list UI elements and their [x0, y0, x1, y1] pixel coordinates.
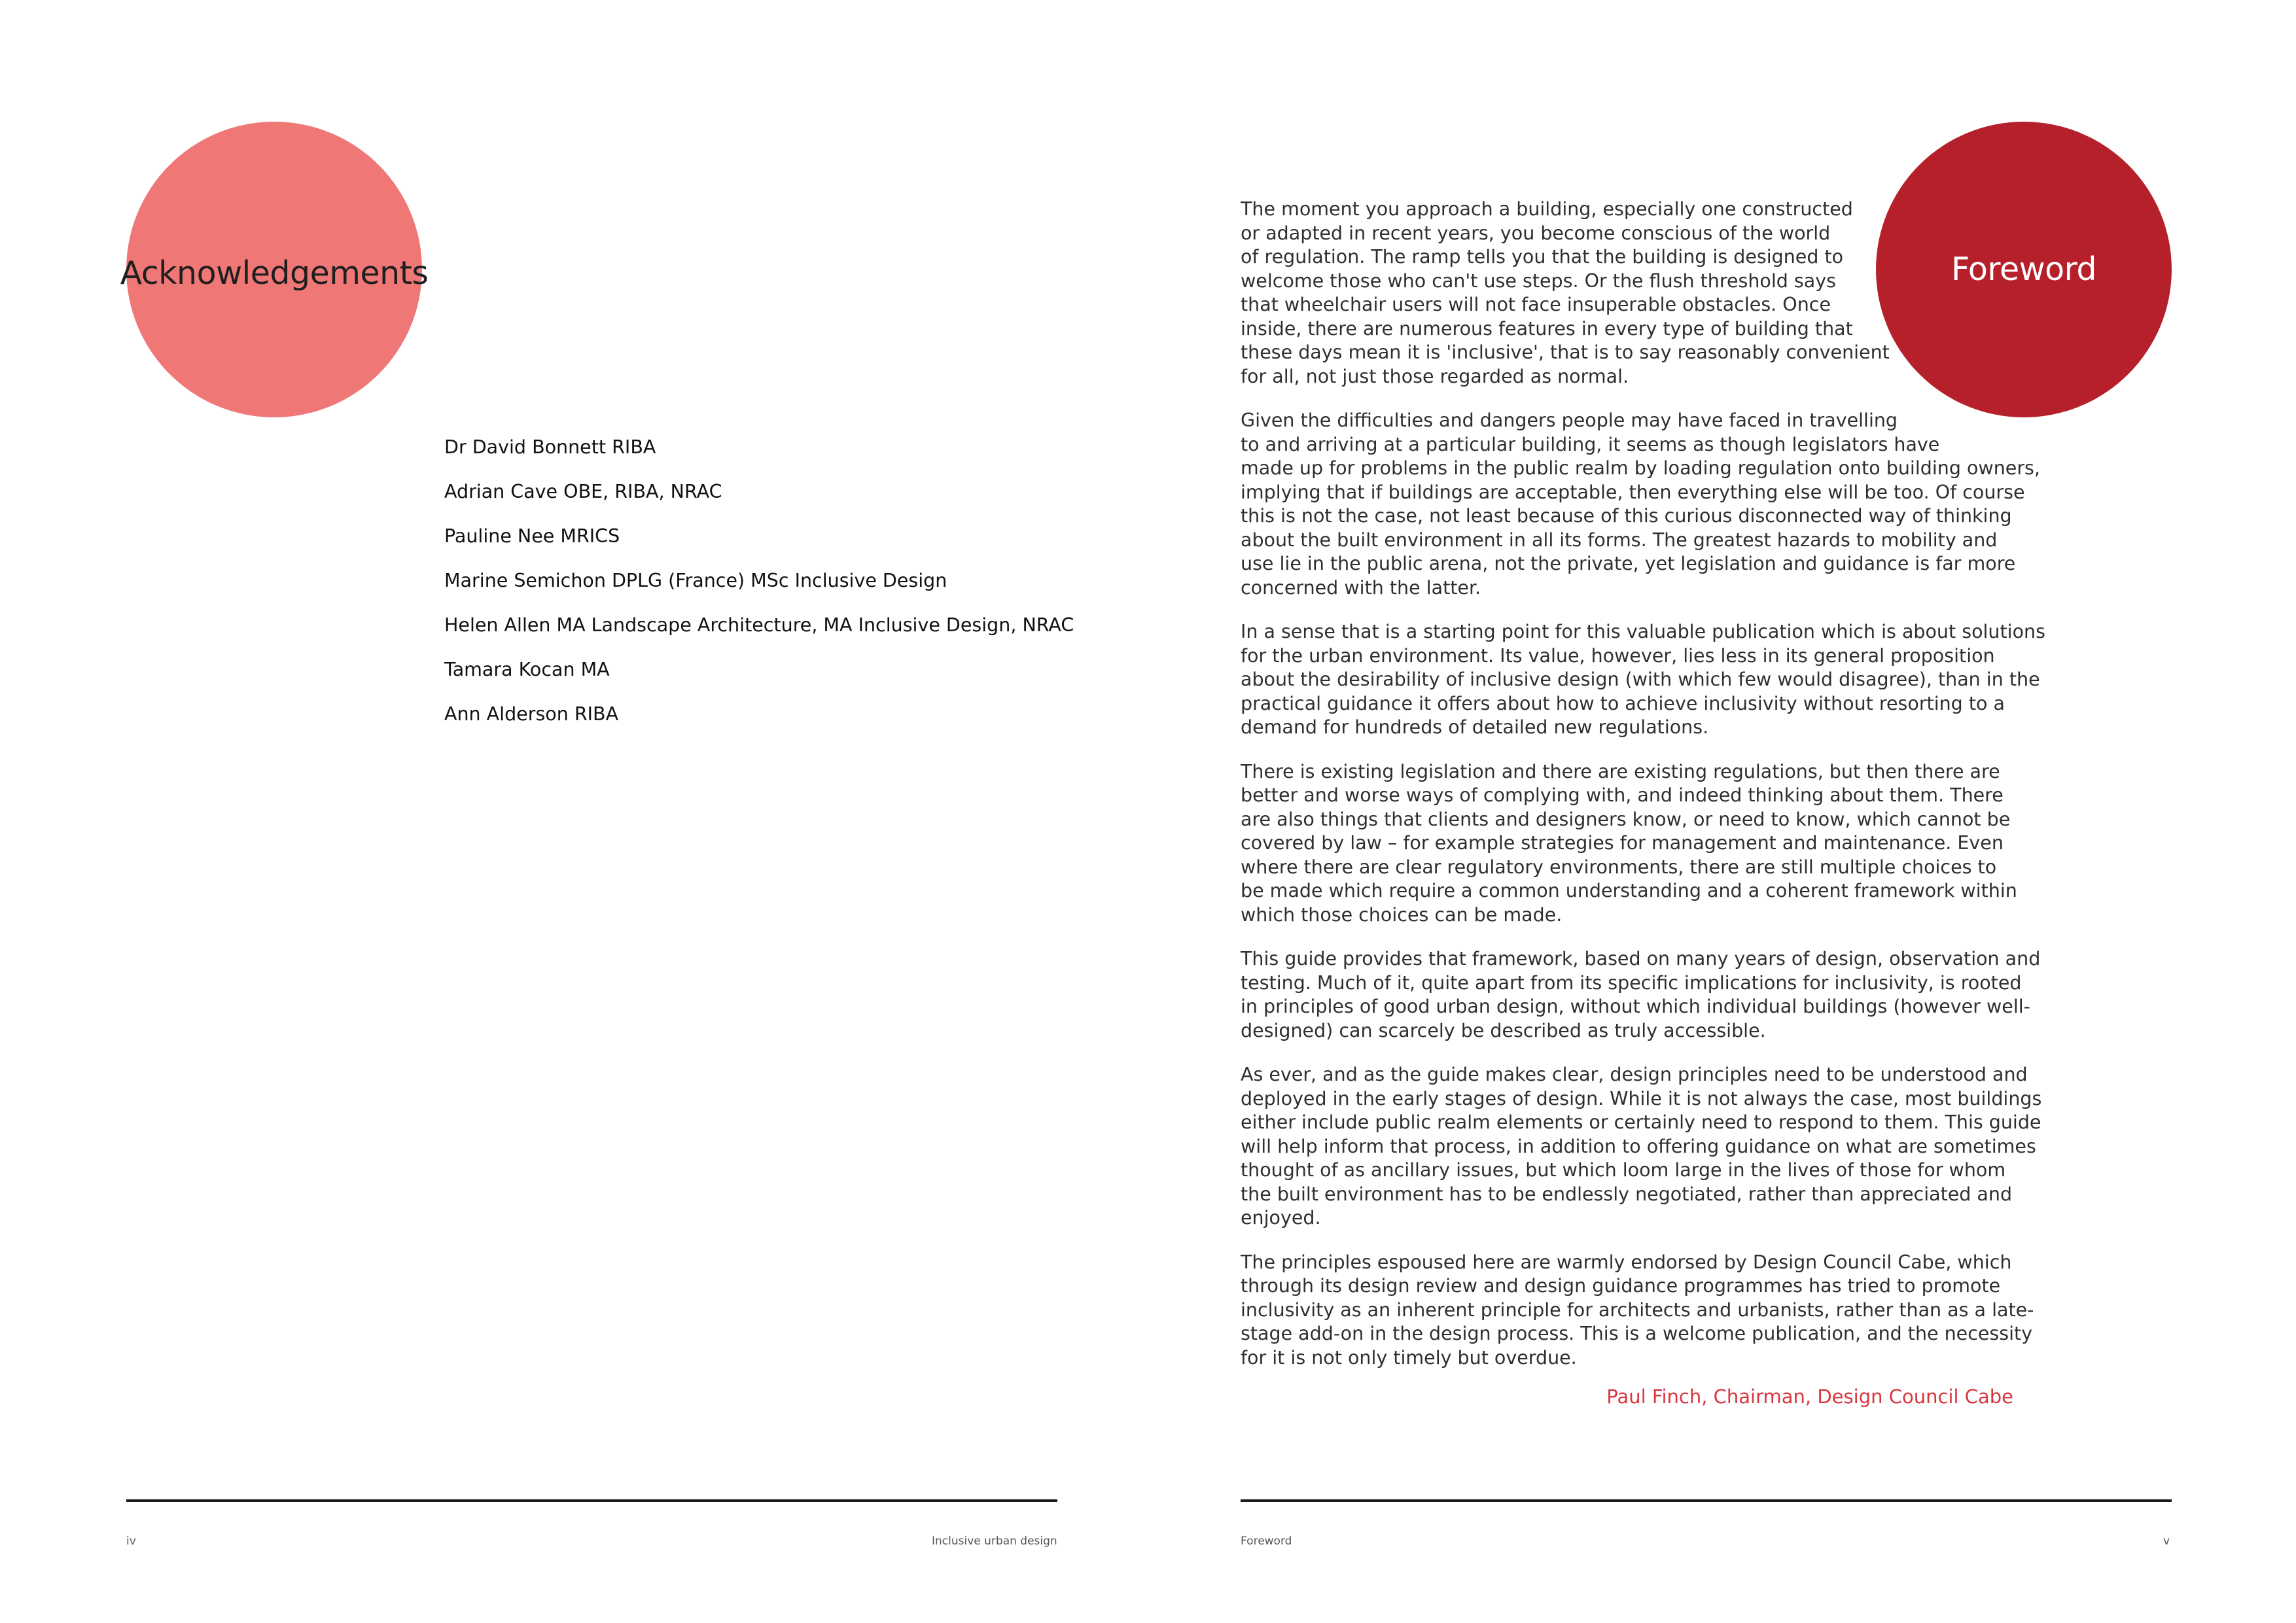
foreword-heading: Foreword	[1951, 250, 2097, 288]
foreword-line: concerned with the latter.	[1241, 576, 1481, 599]
foreword-line: be made which require a common understanding and a coherent framework within	[1241, 880, 2017, 901]
foreword-line: deployed in the early stages of design. While it is not always the case, most buildings	[1241, 1087, 2042, 1109]
foreword-paragraph	[1241, 620, 2045, 740]
page-number-left: iv	[126, 1535, 136, 1548]
foreword-line: This guide provides that framework, based on many years of design, observation and	[1241, 948, 2041, 969]
foreword-line: are also things that clients and designers know, or need to know, which cannot be	[1241, 808, 2011, 830]
foreword-line: which those choices can be made.	[1241, 903, 1563, 926]
foreword-line: inclusivity as an inherent principle for architects and urbanists, rather than as a late-	[1241, 1299, 2034, 1321]
foreword-line: for it is not only timely but overdue.	[1241, 1346, 1577, 1369]
foreword-line: The principles espoused here are warmly endorsed by Design Council Cabe, which	[1241, 1251, 2012, 1273]
foreword-line: stage add-on in the design process. This is a welcome publication, and the necessity	[1241, 1323, 2033, 1344]
acknowledgement-name: Tamara Kocan MA	[444, 659, 610, 680]
foreword-line: either include public realm elements or certainly need to respond to them. This guide	[1241, 1111, 2041, 1133]
acknowledgement-name: Dr David Bonnett RIBA	[444, 436, 656, 458]
foreword-line: for the urban environment. Its value, however, lies less in its general proposition	[1241, 644, 1995, 667]
foreword-paragraph	[1241, 409, 2040, 600]
foreword-line: to and arriving at a particular building, it seems as though legislators have	[1241, 433, 1940, 455]
foreword-line: better and worse ways of complying with, and indeed thinking about them. There	[1241, 784, 2004, 806]
foreword-line: through its design review and design guidance programmes has tried to promote	[1241, 1275, 2001, 1297]
foreword-line: welcome those who can't use steps. Or the flush threshold says	[1241, 270, 1836, 292]
foreword-line: The moment you approach a building, especially one constructed	[1241, 198, 1853, 220]
foreword-line: where there are clear regulatory environments, there are still multiple choices to	[1241, 856, 1997, 878]
foreword-line: in principles of good urban design, without which individual buildings (however well-	[1241, 996, 2030, 1017]
foreword-line: thought of as ancillary issues, but which loom large in the lives of those for whom	[1241, 1159, 2006, 1181]
foreword-line: will help inform that process, in addition to offering guidance on what are sometimes	[1241, 1135, 2036, 1157]
foreword-line: enjoyed.	[1241, 1207, 1321, 1229]
foreword-line: the built environment has to be endlessly negotiated, rather than appreciated and	[1241, 1183, 2013, 1205]
acknowledgement-name: Marine Semichon DPLG (France) MSc Inclusive Design	[444, 570, 947, 591]
foreword-line: Given the difficulties and dangers people may have faced in travelling	[1241, 410, 1898, 431]
foreword-line: about the desirability of inclusive design (with which few would disagree), than in the	[1241, 669, 2040, 690]
foreword-line: about the built environment in all its forms. The greatest hazards to mobility and	[1241, 529, 1998, 551]
foreword-paragraph	[1241, 1251, 2034, 1370]
acknowledgements-heading: Acknowledgements	[120, 254, 429, 292]
foreword-signature: Paul Finch, Chairman, Design Council Cabe	[1606, 1386, 2013, 1408]
foreword-line: There is existing legislation and there are existing regulations, but then there are	[1241, 760, 2000, 782]
foreword-line: In a sense that is a starting point for this valuable publication which is about solutions	[1241, 621, 2045, 642]
foreword-line: made up for problems in the public realm by loading regulation onto building owners,	[1241, 457, 2040, 479]
page-number-right: v	[2163, 1535, 2170, 1548]
foreword-line: inside, there are numerous features in every type of building that	[1241, 317, 1853, 340]
acknowledgements-circle	[120, 122, 429, 417]
foreword-line: demand for hundreds of detailed new regulations.	[1241, 716, 1709, 738]
foreword-line: use lie in the public arena, not the private, yet legislation and guidance is far more	[1241, 553, 2016, 574]
foreword-line: covered by law – for example strategies for management and maintenance. Even	[1241, 832, 2004, 854]
foreword-line: testing. Much of it, quite apart from its specific implications for inclusivity, is rooted	[1241, 971, 2022, 994]
acknowledgement-name: Helen Allen MA Landscape Architecture, MA Inclusive Design, NRAC	[444, 614, 1074, 636]
foreword-line: for all, not just those regarded as normal.	[1241, 365, 1629, 387]
acknowledgements-list	[444, 425, 1074, 737]
running-title-left: Inclusive urban design	[932, 1535, 1057, 1548]
acknowledgement-name: Ann Alderson RIBA	[444, 703, 619, 725]
foreword-line: of regulation. The ramp tells you that the building is designed to	[1241, 246, 1844, 268]
foreword-body	[1241, 198, 2045, 1390]
footer-rule-right	[1241, 1499, 2172, 1502]
foreword-line: practical guidance it offers about how to achieve inclusivity without resorting to a	[1241, 692, 2005, 714]
acknowledgement-name: Pauline Nee MRICS	[444, 525, 620, 547]
footer-rule-left	[126, 1499, 1057, 1502]
foreword-paragraph	[1241, 760, 2026, 928]
foreword-paragraph	[1241, 947, 2041, 1043]
running-title-right: Foreword	[1241, 1535, 1292, 1548]
foreword-line: this is not the case, not least because of this curious disconnected way of thinking	[1241, 505, 2012, 527]
foreword-line: As ever, and as the guide makes clear, design principles need to be understood and	[1241, 1064, 2028, 1085]
foreword-paragraph	[1241, 1063, 2042, 1230]
foreword-line: or adapted in recent years, you become conscious of the world	[1241, 222, 1831, 244]
foreword-paragraph	[1241, 198, 2026, 389]
foreword-line: that wheelchair users will not face insuperable obstacles. Once	[1241, 294, 1831, 315]
foreword-line: designed) can scarcely be described as truly accessible.	[1241, 1019, 1766, 1041]
foreword-line: implying that if buildings are acceptable, then everything else will be too. Of course	[1241, 481, 2025, 503]
foreword-line: these days mean it is 'inclusive', that is to say reasonably convenient	[1241, 341, 1890, 363]
acknowledgement-name: Adrian Cave OBE, RIBA, NRAC	[444, 481, 722, 502]
